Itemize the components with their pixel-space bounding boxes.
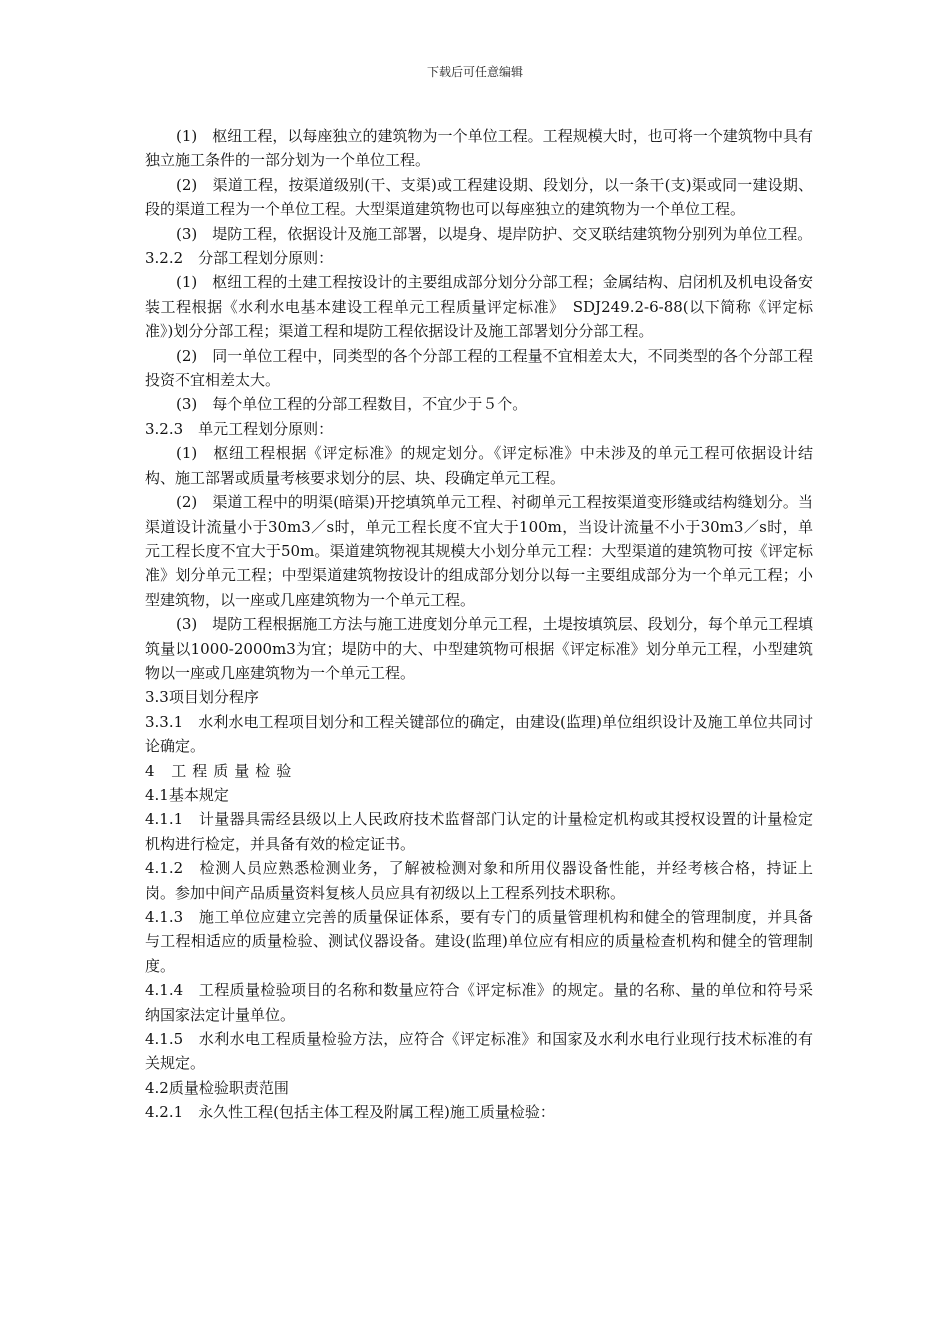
paragraph: 4.1.4 工程质量检验项目的名称和数量应符合《评定标准》的规定。量的名称、量的单位和符号采纳国家法定计量单位。 bbox=[145, 981, 813, 1024]
paragraph: (2) 渠道工程中的明渠(暗渠)开挖填筑单元工程、衬砌单元工程按渠道变形缝或结构缝划分。当渠道设计流量小于30m3／s时，单元工程长度不宜大于100m，当设计流量不小于30m3／s时，单元工程长度不宜大于50m。渠道建筑物视其规模大小划分单元工程：大型渠道的建筑物可按《评定标准》划分单元工程；中型渠道建筑物按设计的组成部分划分以每一主要组成部分为一个单元工程；小型建筑物，以一座或几座建筑物为一个单元工程。 bbox=[145, 493, 813, 609]
paragraph: (1) 枢纽工程的土建工程按设计的主要组成部分划分分部工程；金属结构、启闭机及机电设备安装工程根据《水利水电基本建设工程单元工程质量评定标准》 SDJ249.2-6-88(以下简称《评定标准》)划分分部工程；渠道工程和堤防工程依据设计及施工部署划分分部工程。 bbox=[145, 273, 813, 341]
paragraph: (3) 堤防工程根据施工方法与施工进度划分单元工程，土堤按填筑层、段划分，每个单元工程填筑量以1000-2000m3为宜；堤防中的大、中型建筑物可根据《评定标准》划分单元工程，小型建筑物以一座或几座建筑物为一个单元工程。 bbox=[145, 615, 813, 682]
paragraph: 4 工程质量检验 bbox=[145, 761, 298, 780]
paragraph: 3.2.3 单元工程划分原则： bbox=[145, 419, 334, 438]
paragraph: 3.3.1 水利水电工程项目划分和工程关键部位的确定，由建设(监理)单位组织设计及施工单位共同讨论确定。 bbox=[145, 712, 813, 756]
document-body bbox=[145, 124, 813, 1125]
paragraph: 4.1.2 检测人员应熟悉检测业务，了解被检测对象和所用仪器设备性能，并经考核合格，持证上岗。参加中间产品质量资料复核人员应具有初级以上工程系列技术职称。 bbox=[145, 859, 813, 902]
paragraph: (2) 同一单位工程中，同类型的各个分部工程的工程量不宜相差太大，不同类型的各个分部工程投资不宜相差太大。 bbox=[145, 346, 813, 390]
paragraph: (1) 枢纽工程，以每座独立的建筑物为一个单位工程。工程规模大时，也可将一个建筑物中具有独立施工条件的一部分划为一个单位工程。 bbox=[145, 127, 813, 170]
paragraph: (2) 渠道工程，按渠道级别(干、支渠)或工程建设期、段划分，以一条干(支)渠或同一建设期、段的渠道工程为一个单位工程。大型渠道建筑物也可以每座独立的建筑物为一个单位工程。 bbox=[145, 175, 813, 219]
paragraph: 3.3项目划分程序 bbox=[145, 688, 259, 707]
paragraph: 4.1.1 计量器具需经县级以上人民政府技术监督部门认定的计量检定机构或其授权设置的计量检定机构进行检定，并具备有效的检定证书。 bbox=[145, 810, 813, 853]
paragraph: (3) 堤防工程，依据设计及施工部署，以堤身、堤岸防护、交叉联结建筑物分别列为单位工程。 bbox=[176, 224, 813, 243]
paragraph: 4.1.3 施工单位应建立完善的质量保证体系，要有专门的质量管理机构和健全的管理制度，并具备与工程相适应的质量检验、测试仪器设备。建设(监理)单位应有相应的质量检查机构和健全的管理制度。 bbox=[145, 908, 813, 975]
page-header: 下载后可任意编辑 bbox=[426, 65, 523, 79]
paragraph: (1) 枢纽工程根据《评定标准》的规定划分。《评定标准》中未涉及的单元工程可依据设计结构、施工部署或质量考核要求划分的层、块、段确定单元工程。 bbox=[145, 444, 813, 487]
paragraph: 3.2.2 分部工程划分原则： bbox=[145, 249, 334, 268]
paragraph: 4.2.1 永久性工程(包括主体工程及附属工程)施工质量检验： bbox=[145, 1103, 555, 1122]
paragraph: 4.1.5 水利水电工程质量检验方法，应符合《评定标准》和国家及水利水电行业现行技术标准的有关规定。 bbox=[145, 1030, 813, 1073]
paragraph: 4.2质量检验职责范围 bbox=[145, 1078, 289, 1097]
paragraph: 4.1基本规定 bbox=[145, 785, 229, 804]
paragraph: (3) 每个单位工程的分部工程数目，不宜少于５个。 bbox=[176, 395, 528, 414]
